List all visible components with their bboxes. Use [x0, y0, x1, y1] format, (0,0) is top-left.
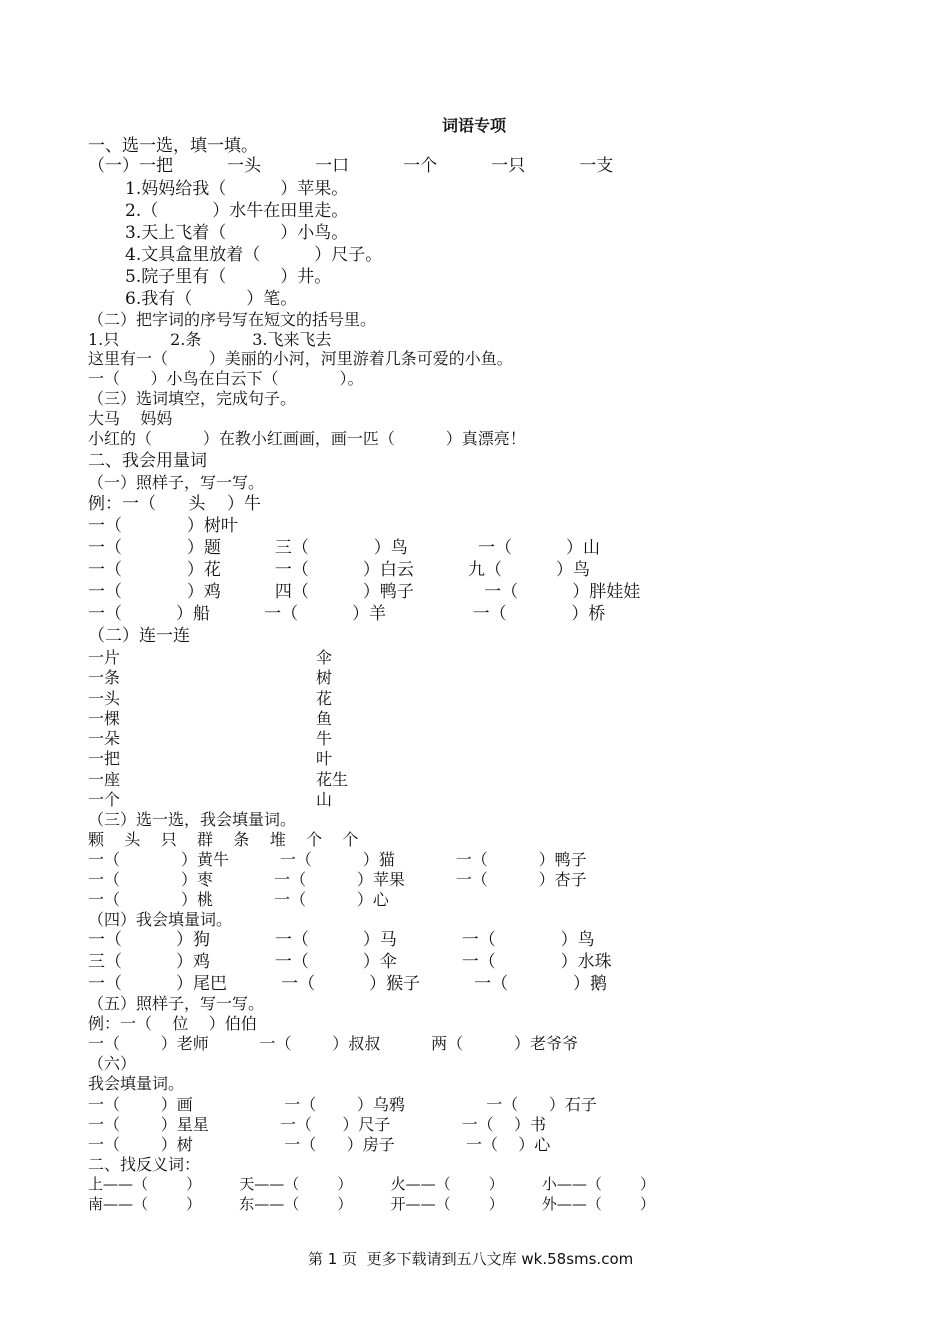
section3-heading: 二、找反义词： [88, 1155, 201, 1174]
part1-item: 4.文具盒里放着（ ）尺子。 [125, 245, 383, 265]
part1-item: 2.（ ）水牛在田里走。 [125, 201, 349, 221]
part2-line: 这里有一（ ）美丽的小河，河里游着几条可爱的小鱼。 [88, 349, 513, 368]
part3-words: 大马 妈妈 [88, 409, 173, 428]
part2-options: 1.只 2.条 3.飞来飞去 [88, 330, 332, 349]
sub3-heading: （三）选一选，我会填量词。 [88, 810, 297, 829]
sub2-heading: （二）连一连 [88, 626, 190, 646]
sub1-row: 一（ ）题 三（ ）鸟 一（ ）山 [88, 538, 601, 558]
part3-heading: （三）选词填空，完成句子。 [88, 389, 297, 408]
sub1-example: 例：一（ 头 ）牛 [88, 494, 262, 514]
sub6-intro: 我会填量词。 [88, 1074, 185, 1093]
match-right-item: 鱼 [316, 709, 333, 728]
match-right-item: 山 [316, 790, 333, 809]
match-right-item: 牛 [316, 729, 333, 748]
sub4-heading: （四）我会填量词。 [88, 910, 233, 929]
match-left-item: 一座 [88, 770, 121, 789]
match-left-item: 一片 [88, 648, 121, 667]
match-right-item: 树 [316, 668, 333, 687]
part1-item: 3.天上飞着（ ）小鸟。 [125, 223, 349, 243]
sub6-row: 一（ ）画 一（ ）乌鸦 一（ ）石子 [88, 1095, 597, 1114]
match-left-item: 一条 [88, 668, 121, 687]
part2-line: 一（ ）小鸟在白云下（ ）。 [88, 369, 364, 388]
match-right-item: 叶 [316, 749, 333, 768]
part1-item: 5.院子里有（ ）井。 [125, 267, 332, 287]
sub3-row: 一（ ）黄牛 一（ ）猫 一（ ）鸭子 [88, 850, 587, 869]
part1-item: 1.妈妈给我（ ）苹果。 [125, 179, 349, 199]
sub1-row: 一（ ）树叶 [88, 516, 238, 536]
sub4-row: 一（ ）尾巴 一（ ）猴子 一（ ）鹅 [88, 974, 607, 994]
match-right-item: 花生 [316, 770, 349, 789]
sub6-row: 一（ ）星星 一（ ）尺子 一（ ）书 [88, 1115, 546, 1134]
sub5-row: 一（ ）老师 一（ ）叔叔 两（ ）老爷爷 [88, 1034, 578, 1053]
sub5-example: 例：一（ 位 ）伯伯 [88, 1014, 257, 1033]
match-left-item: 一朵 [88, 729, 121, 748]
page-footer: 第 1 页 更多下载请到五八文库 wk.58sms.com [308, 1250, 634, 1268]
sub1-row: 一（ ）鸡 四（ ）鸭子 一（ ）胖娃娃 [88, 582, 641, 602]
match-right-item: 伞 [316, 648, 333, 667]
sub1-row: 一（ ）船 一（ ）羊 一（ ）桥 [88, 604, 606, 624]
sub5-heading: （五）照样子，写一写。 [88, 994, 265, 1013]
sub3-row: 一（ ）枣 一（ ）苹果 一（ ）杏子 [88, 870, 587, 889]
match-left-item: 一把 [88, 749, 121, 768]
sub4-row: 三（ ）鸡 一（ ）伞 一（ ）水珠 [88, 952, 612, 972]
sub4-row: 一（ ）狗 一（ ）马 一（ ）鸟 [88, 930, 595, 950]
antonym-row: 南——（ ） 东——（ ） 开——（ ） 外——（ ） [88, 1195, 656, 1213]
part3-sentence: 小红的（ ）在教小红画画，画一匹（ ）真漂亮！ [88, 429, 526, 448]
match-left-item: 一个 [88, 790, 121, 809]
section2-heading: 二、我会用量词 [88, 451, 207, 471]
match-left-item: 一头 [88, 689, 121, 708]
sub3-row: 一（ ）桃 一（ ）心 [88, 890, 389, 909]
section1-heading: 一、选一选，填一填。 [88, 136, 258, 156]
match-left-item: 一棵 [88, 709, 121, 728]
antonym-row: 上——（ ） 天——（ ） 火——（ ） 小——（ ） [88, 1175, 656, 1193]
part2-heading: （二）把字词的序号写在短文的括号里。 [88, 310, 377, 329]
sub6-heading: （六） [88, 1054, 137, 1073]
page-title: 词语专项 [442, 116, 507, 135]
part1-options: （一）一把 一头 一口 一个 一只 一支 [88, 156, 614, 176]
sub1-heading: （一）照样子，写一写。 [88, 473, 265, 492]
match-right-item: 花 [316, 689, 333, 708]
sub6-row: 一（ ）树 一（ ）房子 一（ ）心 [88, 1135, 551, 1154]
sub1-row: 一（ ）花 一（ ）白云 九（ ）鸟 [88, 560, 590, 580]
part1-item: 6.我有（ ）笔。 [125, 289, 298, 309]
sub3-words: 颗 头 只 群 条 堆 个 个 [88, 830, 359, 849]
